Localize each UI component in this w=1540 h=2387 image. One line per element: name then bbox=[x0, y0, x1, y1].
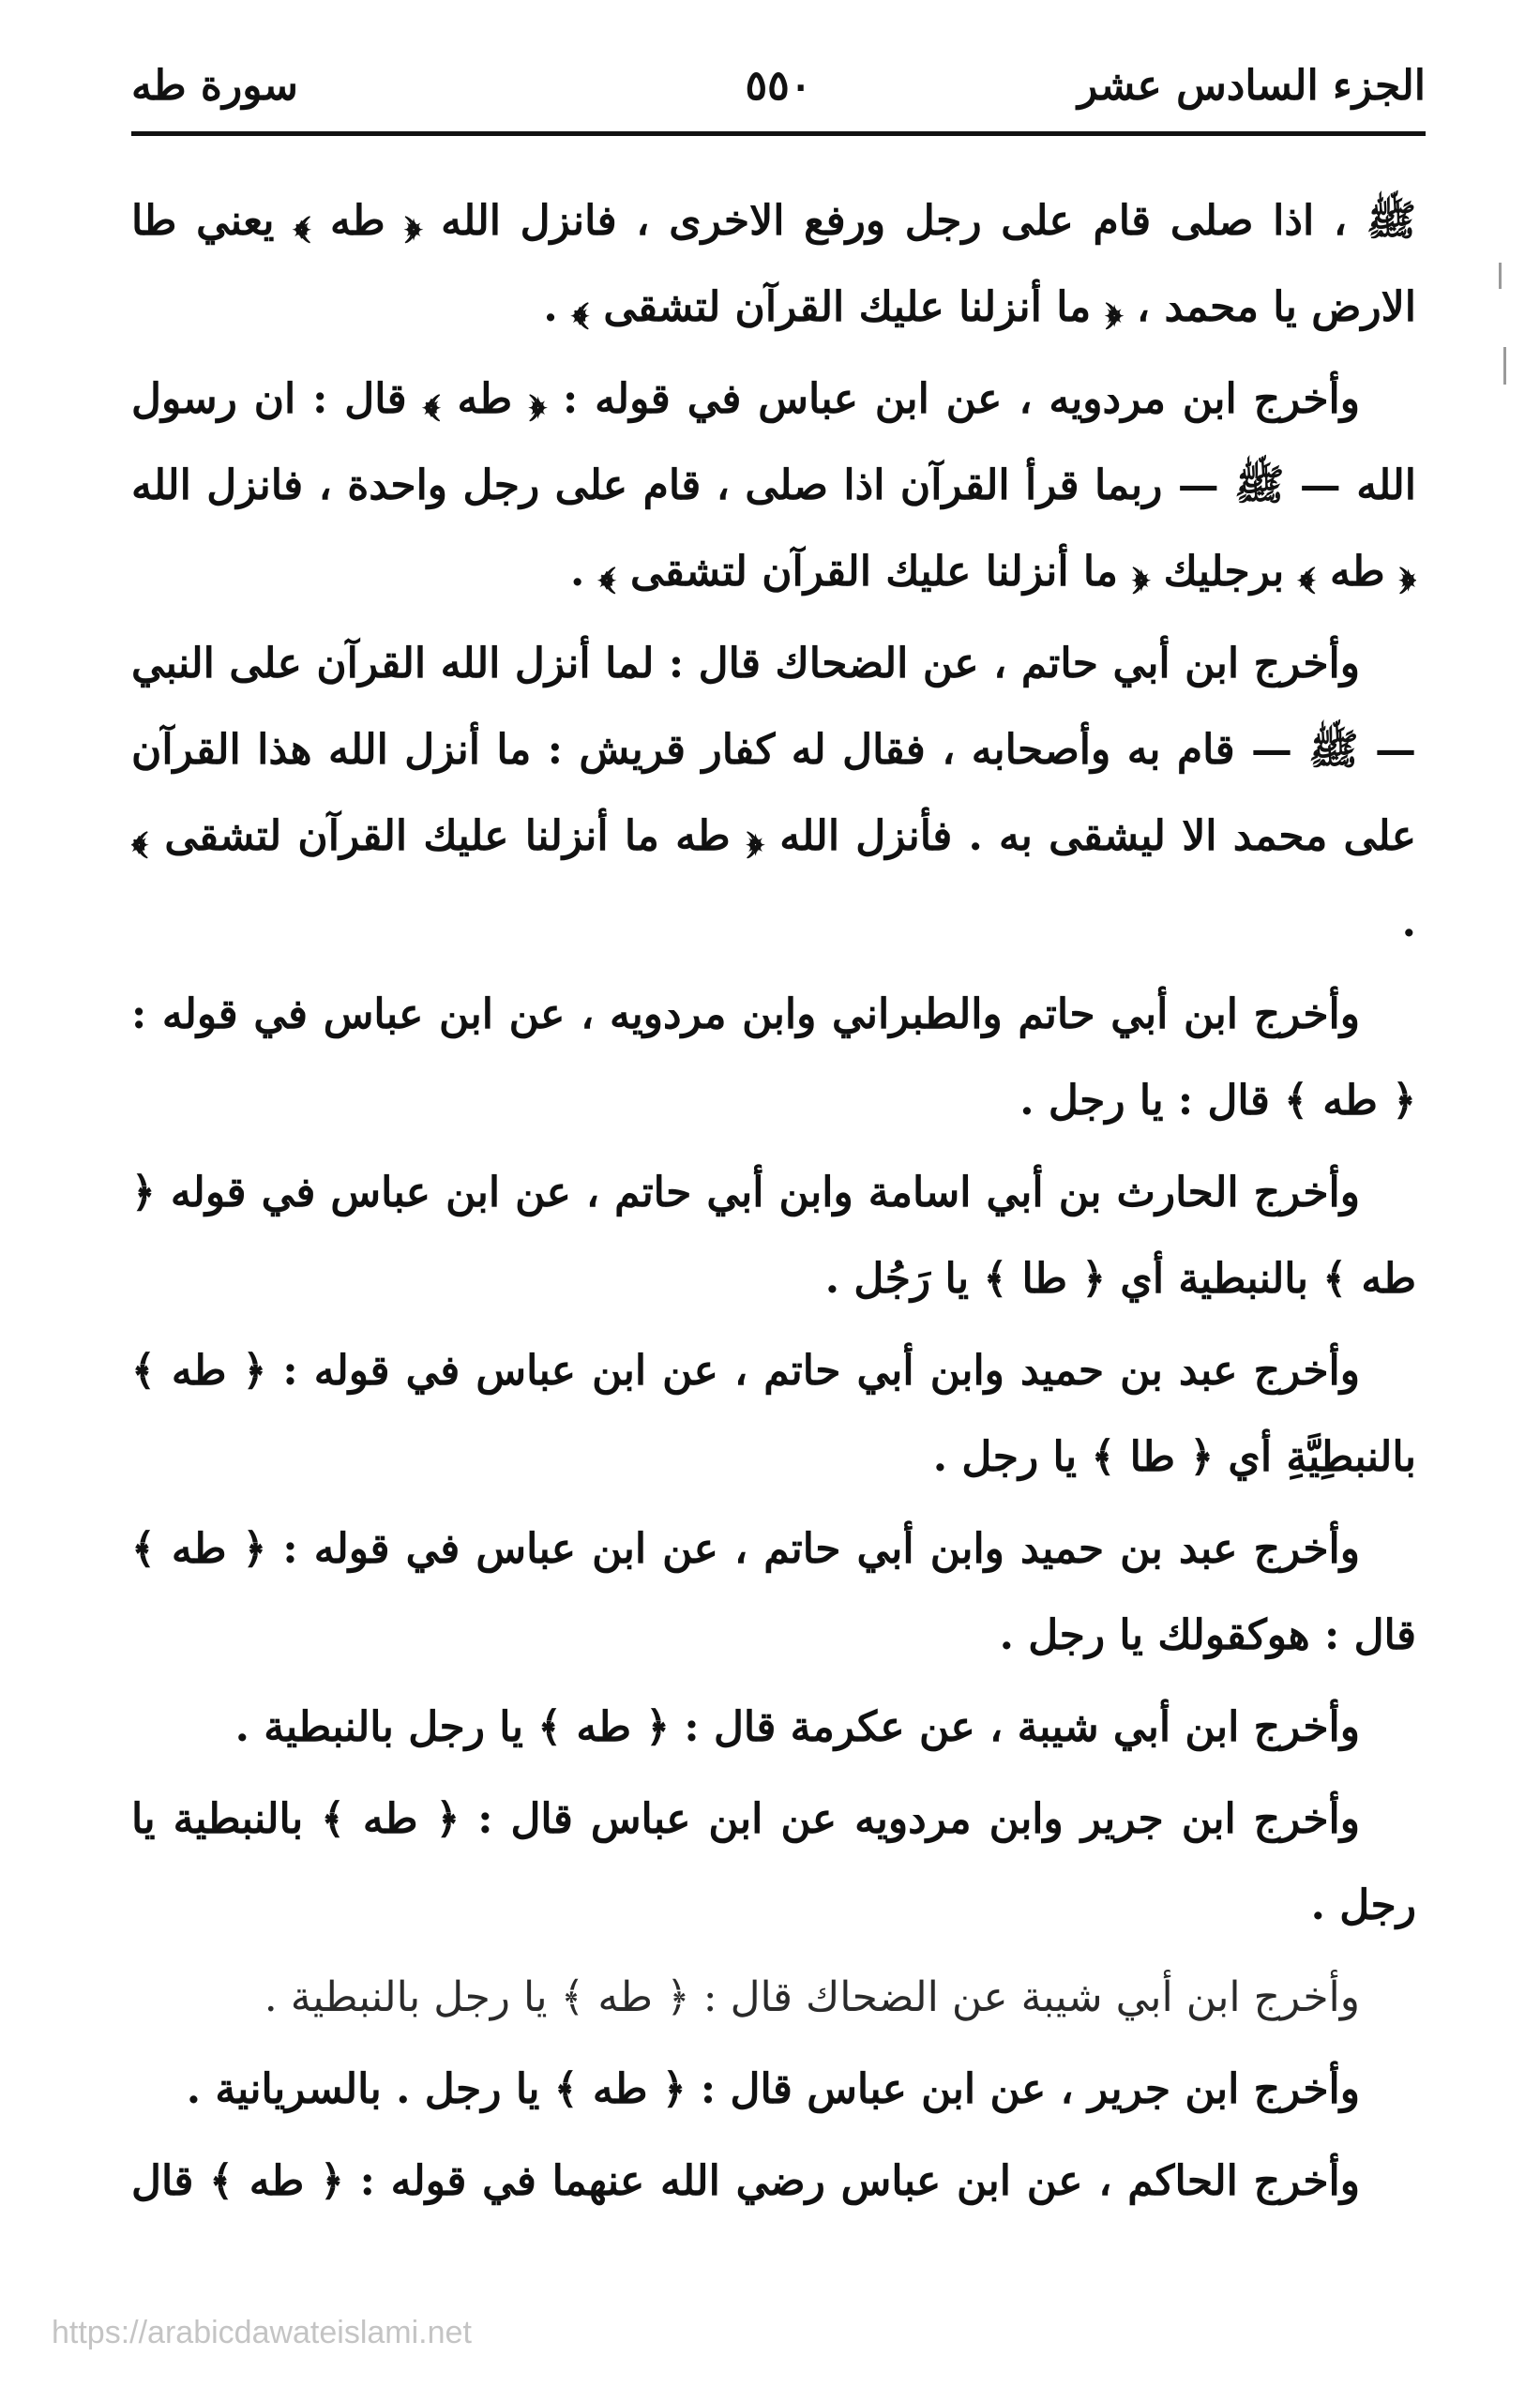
paragraph: وأخرج ابن جرير وابن مردويه عن ابن عباس قال : ﴿ طه ﴾ بالنبطية يا رجل . bbox=[131, 1795, 1416, 1929]
paragraph: وأخرج ابن مردويه ، عن ابن عباس في قوله : ﴿ طه ﴾ قال : ان رسول الله — ﷺ — ربما قرأ القرآن اذا صلى ، قام على رجل واحدة ، فانزل الله ﴿ طه ﴾ برجليك ﴿ ما أنزلنا عليك القرآن لتشقى ﴾ . bbox=[131, 375, 1416, 596]
paragraph: وأخرج ابن أبي حاتم والطبراني وابن مردويه ، عن ابن عباس في قوله : ﴿ طه ﴾ قال : يا رجل . bbox=[131, 990, 1416, 1125]
scan-artifact bbox=[1503, 347, 1506, 385]
header-rule bbox=[131, 131, 1426, 136]
header-surah-title: سورة طه bbox=[131, 62, 298, 110]
paragraph: وأخرج عبد بن حميد وابن أبي حاتم ، عن ابن عباس في قوله : ﴿ طه ﴾ بالنبطِيَّةِ أي ﴿ طا ﴾ يا رجل . bbox=[131, 1347, 1416, 1481]
paragraph: ﷺ ، اذا صلى قام على رجل ورفع الاخرى ، فانزل الله ﴿ طه ﴾ يعني طا الارض يا محمد ، ﴿ ما أنزلنا عليك القرآن لتشقى ﴾ . bbox=[131, 197, 1416, 331]
paragraph: وأخرج عبد بن حميد وابن أبي حاتم ، عن ابن عباس في قوله : ﴿ طه ﴾ قال : هوكقولك يا رجل . bbox=[131, 1525, 1416, 1659]
paragraph: وأخرج ابن أبي شيبة عن الضحاك قال : ﴿ طه ﴾ يا رجل بالنبطية . bbox=[264, 1973, 1360, 2021]
paragraph: وأخرج ابن جرير ، عن ابن عباس قال : ﴿ طه ﴾ يا رجل . بالسريانية . bbox=[186, 2065, 1360, 2113]
header-page-number: ٥٥٠ bbox=[745, 62, 812, 110]
page-header bbox=[131, 45, 1426, 129]
paragraph: وأخرج الحارث بن أبي اسامة وابن أبي حاتم ، عن ابن عباس في قوله ﴿ طه ﴾ بالنبطية أي ﴿ طا ﴾ يا رَجُل . bbox=[131, 1169, 1416, 1303]
source-watermark: https://arabicdawateislami.net bbox=[52, 2315, 472, 2350]
paragraph: وأخرج ابن أبي حاتم ، عن الضحاك قال : لما أنزل الله القرآن على النبي — ﷺ — قام به وأصحابه ، فقال له كفار قريش : ما أنزل الله هذا القرآن على محمد الا ليشقى به . فأنزل الله ﴿ طه ما أنزلنا عليك القرآن لتشقى ﴾ . bbox=[131, 640, 1416, 946]
page-body bbox=[131, 178, 1416, 2242]
scan-artifact bbox=[1499, 263, 1502, 289]
header-part-title: الجزء السادس عشر bbox=[1077, 62, 1426, 110]
paragraph: وأخرج ابن أبي شيبة ، عن عكرمة قال : ﴿ طه ﴾ يا رجل بالنبطية . bbox=[234, 1703, 1360, 1751]
paragraph: وأخرج الحاكم ، عن ابن عباس رضي الله عنهما في قوله : ﴿ طه ﴾ قال bbox=[131, 2157, 1360, 2205]
